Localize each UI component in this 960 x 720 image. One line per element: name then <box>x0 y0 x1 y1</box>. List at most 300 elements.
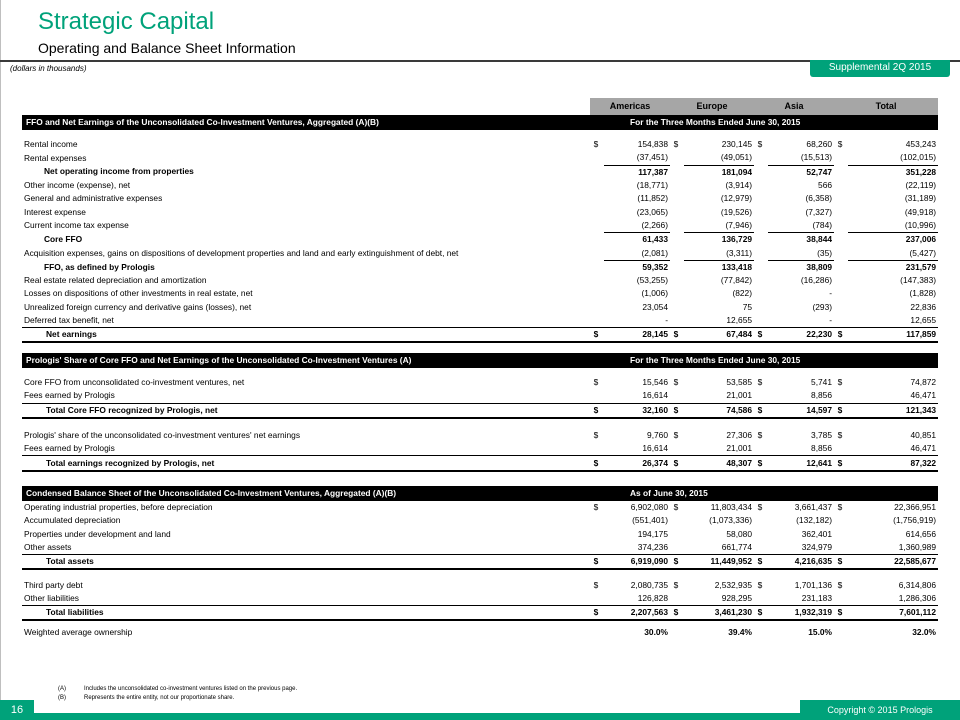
value-cell: (822) <box>732 288 753 299</box>
dollar-sign <box>754 151 768 165</box>
value-cell: 231,183 <box>801 592 832 603</box>
row-label: Fees earned by Prologis <box>24 443 115 454</box>
value-cell: 59,352 <box>604 260 670 274</box>
value-cell: 2,080,735 <box>630 579 668 590</box>
value-cell: (53,255) <box>636 275 668 286</box>
balance-sheet-table <box>22 486 938 639</box>
value-cell: (35) <box>817 247 833 258</box>
table-row <box>22 179 938 192</box>
section-title: Condensed Balance Sheet of the Unconsolidated Co-Investment Ventures, Aggregated (A)(B) <box>22 486 590 501</box>
dollar-sign <box>834 541 848 555</box>
value-cell: 30.0% <box>644 626 668 637</box>
dollar-sign <box>754 287 768 300</box>
value-cell: 32,160 <box>604 403 670 418</box>
dollar-sign <box>590 314 604 328</box>
dollar-sign <box>754 625 768 638</box>
total-row <box>22 606 938 621</box>
dollar-sign <box>834 233 848 247</box>
value-cell: 3,661,437 <box>794 502 832 513</box>
table-row <box>22 376 938 389</box>
footnotes <box>58 685 297 703</box>
dollar-sign: $ <box>757 579 763 590</box>
table-row <box>22 514 938 527</box>
section-title: FFO and Net Earnings of the Unconsolidated Co-Investment Ventures, Aggregated (A)(B) <box>22 115 590 130</box>
footnote-a: (A) Includes the unconsolidated co-investment ventures listed on the previous page. <box>58 686 298 692</box>
value-cell: 74,872 <box>910 377 937 388</box>
dollar-sign <box>754 205 768 218</box>
dollar-sign <box>754 219 768 233</box>
value-cell: (37,451) <box>636 152 668 163</box>
dollar-sign: $ <box>757 139 763 150</box>
dollar-sign <box>834 165 848 179</box>
units-note: (dollars in thousands) <box>10 64 87 73</box>
value-cell: 22,366,951 <box>894 502 936 513</box>
value-cell: 22,585,677 <box>848 555 938 570</box>
value-cell: 12,641 <box>768 456 834 471</box>
dollar-sign: $ <box>593 579 599 590</box>
footnote-b: (B) Represents the entire entity, not our proportionate share. <box>58 695 235 701</box>
dollar-sign: $ <box>593 430 599 441</box>
dollar-sign <box>754 246 768 260</box>
value-cell: 16,614 <box>642 390 668 401</box>
dollar-sign <box>670 274 684 287</box>
dollar-sign <box>754 442 768 456</box>
row-label: Prologis' share of the unconsolidated co-investment ventures' net earnings <box>24 430 301 441</box>
dollar-sign <box>670 625 684 638</box>
dollar-sign <box>834 287 848 300</box>
dollar-sign: $ <box>837 139 843 150</box>
value-cell: 52,747 <box>768 165 834 179</box>
dollar-sign <box>670 301 684 314</box>
column-header: Europe <box>670 98 754 115</box>
value-cell: 2,532,935 <box>714 579 752 590</box>
value-cell: 46,471 <box>910 443 937 454</box>
column-header: Asia <box>754 98 834 115</box>
value-cell: 6,919,090 <box>604 555 670 570</box>
dollar-sign: $ <box>590 403 604 418</box>
section-title: Prologis' Share of Core FFO and Net Earnings of the Unconsolidated Co-Investment Ventures (A) <box>22 353 590 368</box>
value-cell: 136,729 <box>684 233 754 247</box>
column-header: Americas <box>590 98 670 115</box>
value-cell: 121,343 <box>848 403 938 418</box>
value-cell: (23,065) <box>636 206 668 217</box>
value-cell: (49,051) <box>720 152 753 163</box>
dollar-sign <box>754 389 768 403</box>
value-cell: 5,741 <box>811 377 832 388</box>
value-cell: 9,760 <box>647 430 668 441</box>
dollar-sign <box>590 246 604 260</box>
value-cell: 11,449,952 <box>684 555 754 570</box>
table-row <box>22 429 938 442</box>
dollar-sign <box>670 287 684 300</box>
row-label: Rental income <box>24 139 78 150</box>
value-cell: (293) <box>812 301 833 312</box>
value-cell: 15.0% <box>808 626 832 637</box>
value-cell: (15,513) <box>800 152 833 163</box>
dollar-sign: $ <box>834 403 848 418</box>
supplemental-tab: Supplemental 2Q 2015 <box>810 60 950 77</box>
dollar-sign <box>590 260 604 274</box>
value-cell: 46,471 <box>910 390 937 401</box>
dollar-sign: $ <box>590 456 604 471</box>
row-label: Net operating income from properties <box>44 166 194 177</box>
value-cell: 53,585 <box>726 377 752 388</box>
value-cell: 230,145 <box>721 139 753 150</box>
value-cell: 4,216,635 <box>768 555 834 570</box>
dollar-sign <box>754 179 768 192</box>
dollar-sign: $ <box>837 377 843 388</box>
dollar-sign <box>670 314 684 328</box>
dollar-sign: $ <box>834 456 848 471</box>
row-label: Interest expense <box>24 206 86 217</box>
row-label: Other assets <box>24 542 72 553</box>
column-header: Total <box>834 98 938 115</box>
dollar-sign <box>590 165 604 179</box>
value-cell: 8,856 <box>811 443 832 454</box>
value-cell: (1,073,336) <box>709 515 752 526</box>
value-cell: 1,701,136 <box>794 579 832 590</box>
table-row <box>22 246 938 260</box>
dollar-sign: $ <box>754 328 768 343</box>
dollar-sign: $ <box>837 430 843 441</box>
dollar-sign: $ <box>590 555 604 570</box>
dollar-sign: $ <box>673 502 679 513</box>
table-row <box>22 501 938 514</box>
value-cell: 67,484 <box>684 328 754 343</box>
row-label: Unrealized foreign currency and derivative gains (losses), net <box>24 301 252 312</box>
dollar-sign: $ <box>670 606 684 621</box>
dollar-sign <box>670 389 684 403</box>
value-cell: 661,774 <box>721 542 752 553</box>
dollar-sign <box>754 314 768 328</box>
page-left-border <box>0 0 1 720</box>
dollar-sign: $ <box>673 430 679 441</box>
dollar-sign <box>754 528 768 541</box>
dollar-sign <box>834 442 848 456</box>
dollar-sign <box>754 592 768 606</box>
dollar-sign: $ <box>837 502 843 513</box>
dollar-sign: $ <box>593 377 599 388</box>
dollar-sign <box>590 205 604 218</box>
dollar-sign <box>834 592 848 606</box>
value-cell: 40,851 <box>910 430 937 441</box>
ownership-row <box>22 625 938 638</box>
dollar-sign <box>754 301 768 314</box>
dollar-sign: $ <box>754 555 768 570</box>
value-cell: 12,655 <box>726 315 753 325</box>
value-cell: 22,230 <box>768 328 834 343</box>
value-cell: 181,094 <box>684 165 754 179</box>
dollar-sign <box>670 151 684 165</box>
dollar-sign <box>670 541 684 555</box>
dollar-sign: $ <box>670 555 684 570</box>
value-cell: 614,656 <box>905 528 936 539</box>
row-label: Core FFO <box>44 233 83 244</box>
row-label: Third party debt <box>24 579 83 590</box>
total-row <box>22 328 938 343</box>
page-subtitle: Operating and Balance Sheet Information <box>38 40 296 56</box>
dollar-sign <box>670 442 684 456</box>
value-cell: 68,260 <box>806 139 833 150</box>
row-label: Acquisition expenses, gains on dispositions of development properties and land and early extinguishment of debt, net <box>24 247 459 258</box>
row-label: Rental expenses <box>24 152 87 163</box>
value-cell: 566 <box>818 180 833 191</box>
dollar-sign: $ <box>673 377 679 388</box>
value-cell: (7,327) <box>805 206 833 217</box>
value-cell: 48,307 <box>684 456 754 471</box>
value-cell: (16,286) <box>800 275 833 286</box>
value-cell: (147,383) <box>900 275 937 286</box>
value-cell: 75 <box>742 301 753 312</box>
table-row <box>22 205 938 218</box>
dollar-sign: $ <box>593 139 599 150</box>
dollar-sign <box>754 514 768 527</box>
dollar-sign <box>590 287 604 300</box>
dollar-sign <box>590 233 604 247</box>
value-cell: 117,387 <box>604 165 670 179</box>
dollar-sign: $ <box>754 456 768 471</box>
dollar-sign <box>590 541 604 555</box>
value-cell: 16,614 <box>642 443 668 454</box>
dollar-sign <box>834 528 848 541</box>
dollar-sign <box>670 219 684 233</box>
value-cell: (49,918) <box>904 206 937 217</box>
dollar-sign <box>590 192 604 205</box>
dollar-sign <box>834 625 848 638</box>
value-cell: 28,145 <box>604 328 670 343</box>
value-cell: (2,266) <box>641 219 668 230</box>
value-cell: 194,175 <box>637 528 668 539</box>
row-label: Losses on dispositions of other investments in real estate, net <box>24 288 253 299</box>
total-row <box>22 403 938 418</box>
row-label: Properties under development and land <box>24 528 171 539</box>
dollar-sign <box>590 301 604 314</box>
row-label: Current income tax expense <box>24 220 129 231</box>
table-row <box>22 314 938 328</box>
dollar-sign: $ <box>834 606 848 621</box>
dollar-sign <box>754 260 768 274</box>
value-cell: 39.4% <box>728 626 752 637</box>
total-row <box>22 555 938 570</box>
value-cell: 6,902,080 <box>630 502 668 513</box>
value-cell: 27,306 <box>726 430 752 441</box>
dollar-sign: $ <box>593 502 599 513</box>
column-header-row <box>22 98 938 115</box>
row-label: Other income (expense), net <box>24 180 131 191</box>
dollar-sign <box>590 151 604 165</box>
value-cell: 38,844 <box>768 233 834 247</box>
copyright-text: Copyright © 2015 Prologis <box>800 700 960 720</box>
section-period: For the Three Months Ended June 30, 2015 <box>590 115 938 130</box>
dollar-sign: $ <box>670 403 684 418</box>
dollar-sign <box>834 179 848 192</box>
value-cell: (1,006) <box>641 288 668 299</box>
row-label: Net earnings <box>22 328 590 343</box>
row-label: Fees earned by Prologis <box>24 390 115 401</box>
dollar-sign: $ <box>670 456 684 471</box>
table-row <box>22 592 938 606</box>
value-cell: (5,427) <box>909 247 937 258</box>
dollar-sign <box>670 205 684 218</box>
value-cell: (31,189) <box>904 193 937 204</box>
section-header <box>22 115 938 130</box>
value-cell: 14,597 <box>768 403 834 418</box>
value-cell: (3,914) <box>725 180 753 191</box>
value-cell: 38,809 <box>768 260 834 274</box>
value-cell: (77,842) <box>720 275 753 286</box>
row-label: Total earnings recognized by Prologis, net <box>22 456 590 471</box>
value-cell: (11,852) <box>637 193 668 204</box>
dollar-sign <box>754 165 768 179</box>
value-cell: - <box>829 288 833 299</box>
dollar-sign <box>670 179 684 192</box>
value-cell: - <box>829 315 833 325</box>
value-cell: 126,828 <box>637 592 668 603</box>
dollar-sign <box>590 625 604 638</box>
value-cell: (1,828) <box>909 288 937 299</box>
dollar-sign: $ <box>834 555 848 570</box>
value-cell: 11,803,434 <box>710 502 752 513</box>
value-cell: 21,001 <box>726 390 752 401</box>
dollar-sign <box>834 192 848 205</box>
dollar-sign <box>590 514 604 527</box>
dollar-sign <box>670 192 684 205</box>
dollar-sign <box>834 514 848 527</box>
dollar-sign <box>834 260 848 274</box>
value-cell: 61,433 <box>604 233 670 247</box>
value-cell: 453,243 <box>905 139 937 150</box>
value-cell: (6,358) <box>805 193 833 204</box>
page-number: 16 <box>0 700 34 720</box>
value-cell: (18,771) <box>636 180 668 191</box>
table-row <box>22 192 938 205</box>
table-row <box>22 219 938 233</box>
row-label: Operating industrial properties, before depreciation <box>24 502 213 513</box>
table-row <box>22 528 938 541</box>
table-row <box>22 138 938 151</box>
dollar-sign: $ <box>673 139 679 150</box>
value-cell: 15,546 <box>642 377 668 388</box>
value-cell: 21,001 <box>726 443 752 454</box>
dollar-sign <box>670 233 684 247</box>
dollar-sign <box>834 246 848 260</box>
value-cell: (22,119) <box>905 180 937 191</box>
dollar-sign <box>670 514 684 527</box>
row-label: Weighted average ownership <box>24 626 133 637</box>
total-row <box>22 456 938 471</box>
dollar-sign: $ <box>834 328 848 343</box>
dollar-sign: $ <box>837 579 843 590</box>
share-table <box>22 353 938 472</box>
value-cell: 12,655 <box>910 315 937 325</box>
value-cell: (3,311) <box>726 247 753 258</box>
row-label: Core FFO from unconsolidated co-investment ventures, net <box>24 377 245 388</box>
value-cell: 32.0% <box>912 626 936 637</box>
value-cell: (132,182) <box>796 515 832 526</box>
table-row <box>22 442 938 456</box>
dollar-sign <box>834 274 848 287</box>
ffo-table <box>22 98 938 343</box>
row-label: Deferred tax benefit, net <box>24 315 114 325</box>
dollar-sign <box>834 314 848 328</box>
dollar-sign <box>590 274 604 287</box>
dollar-sign <box>754 274 768 287</box>
value-cell: 133,418 <box>684 260 754 274</box>
value-cell: (1,756,919) <box>893 515 936 526</box>
value-cell: 117,859 <box>848 328 938 343</box>
table-row <box>22 260 938 274</box>
value-cell: (784) <box>812 219 833 230</box>
value-cell: 231,579 <box>848 260 938 274</box>
dollar-sign <box>590 389 604 403</box>
dollar-sign: $ <box>757 377 763 388</box>
dollar-sign <box>670 528 684 541</box>
table-row <box>22 274 938 287</box>
table-row <box>22 165 938 179</box>
value-cell: 374,236 <box>637 542 668 553</box>
dollar-sign <box>670 246 684 260</box>
row-label: FFO, as defined by Prologis <box>44 261 155 272</box>
dollar-sign <box>834 219 848 233</box>
value-cell: 6,314,806 <box>898 579 936 590</box>
dollar-sign: $ <box>673 579 679 590</box>
row-label: Total liabilities <box>22 606 590 621</box>
dollar-sign: $ <box>590 328 604 343</box>
value-cell: 23,054 <box>642 301 668 312</box>
table-row <box>22 301 938 314</box>
dollar-sign <box>590 442 604 456</box>
table-row <box>22 389 938 403</box>
table-row <box>22 578 938 591</box>
value-cell: (2,081) <box>641 247 668 258</box>
dollar-sign <box>834 389 848 403</box>
dollar-sign <box>834 301 848 314</box>
value-cell: 154,838 <box>637 139 668 150</box>
value-cell: (19,526) <box>720 206 753 217</box>
table-row <box>22 541 938 555</box>
value-cell: 1,360,989 <box>898 542 936 553</box>
dollar-sign: $ <box>757 502 763 513</box>
table-row <box>22 233 938 247</box>
row-label: Total assets <box>22 555 590 570</box>
section-header <box>22 353 938 368</box>
dollar-sign <box>754 192 768 205</box>
row-label: Other liabilities <box>24 592 79 603</box>
value-cell: - <box>665 315 668 325</box>
dollar-sign: $ <box>757 430 763 441</box>
value-cell: 3,461,230 <box>684 606 754 621</box>
value-cell: 237,006 <box>848 233 938 247</box>
value-cell: 2,207,563 <box>604 606 670 621</box>
dollar-sign: $ <box>754 606 768 621</box>
row-label: Accumulated depreciation <box>24 515 121 526</box>
value-cell: 8,856 <box>811 390 832 401</box>
value-cell: 1,286,306 <box>898 592 936 603</box>
dollar-sign: $ <box>754 403 768 418</box>
table-row <box>22 151 938 165</box>
value-cell: 22,836 <box>910 301 937 312</box>
value-cell: 74,586 <box>684 403 754 418</box>
value-cell: 87,322 <box>848 456 938 471</box>
value-cell: (12,979) <box>720 193 753 204</box>
value-cell: 58,080 <box>726 528 752 539</box>
section-period: For the Three Months Ended June 30, 2015 <box>590 353 938 368</box>
value-cell: 3,785 <box>811 430 832 441</box>
dollar-sign <box>590 528 604 541</box>
dollar-sign <box>834 151 848 165</box>
dollar-sign: $ <box>670 328 684 343</box>
value-cell: 7,601,112 <box>848 606 938 621</box>
